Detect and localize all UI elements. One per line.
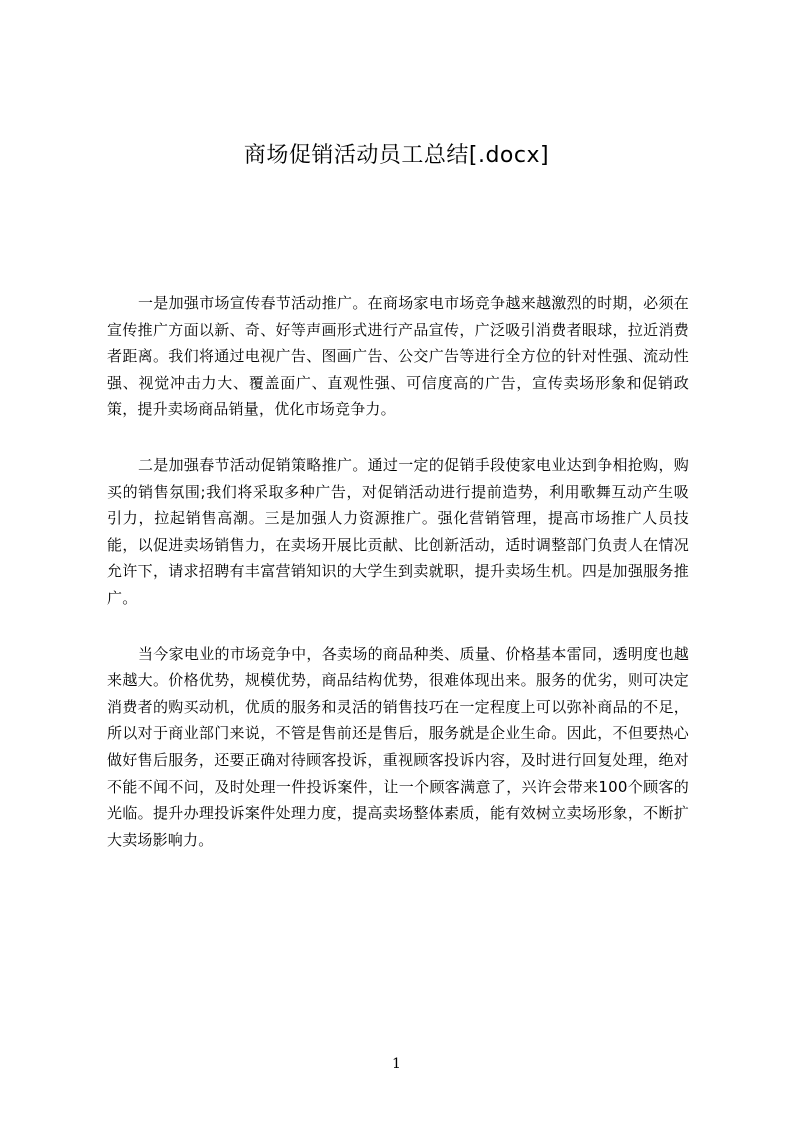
page-number: 1 <box>392 1056 401 1072</box>
document-body <box>107 290 689 882</box>
paragraph-1: 一是加强市场宣传春节活动推广。在商场家电市场竞争越来越激烈的时期，必须在宣传推广方面以新、奇、好等声画形式进行产品宣传，广泛吸引消费者眼球，拉近消费者距离。我们将通过电视广告、图画广告、公交广告等进行全方位的针对性强、流动性强、视觉冲击力大、覆盖面广、直观性强、可信度高的广告，宣传卖场形象和促销政策，提升卖场商品销量，优化市场竞争力。 <box>107 294 689 419</box>
paragraph-3: 当今家电业的市场竞争中，各卖场的商品种类、质量、价格基本雷同，透明度也越来越大。价格优势，规模优势，商品结构优势，很难体现出来。服务的优劣，则可决定消费者的购买动机，优质的服务和灵活的销售技巧在一定程度上可以弥补商品的不足，所以对于商业部门来说，不管是售前还是售后，服务就是企业生命。因此，不但要热心做好售后服务，还要正确对待顾客投诉，重视顾客投诉内容，及时进行回复处理，绝对不能不闻不问，及时处理一件投诉案件，让一个顾客满意了，兴许会带来100个顾客的光临。提升办理投诉案件处理力度，提高卖场整体素质，能有效树立卖场形象，不断扩大卖场影响力。 <box>107 644 689 849</box>
paragraph-2: 二是加强春节活动促销策略推广。通过一定的促销手段使家电业达到争相抢购，购买的销售氛围;我们将采取多种广告，对促销活动进行提前造势，利用歌舞互动产生吸引力，拉起销售高潮。三是加强人力资源推广。强化营销管理，提高市场推广人员技能，以促进卖场销售力，在卖场开展比贡献、比创新活动，适时调整部门负责人在情况允许下，请求招聘有丰富营销知识的大学生到卖就职，提升卖场生机。四是加强服务推广。 <box>107 455 689 607</box>
document-title: 商场促销活动员工总结[.docx] <box>243 143 550 168</box>
